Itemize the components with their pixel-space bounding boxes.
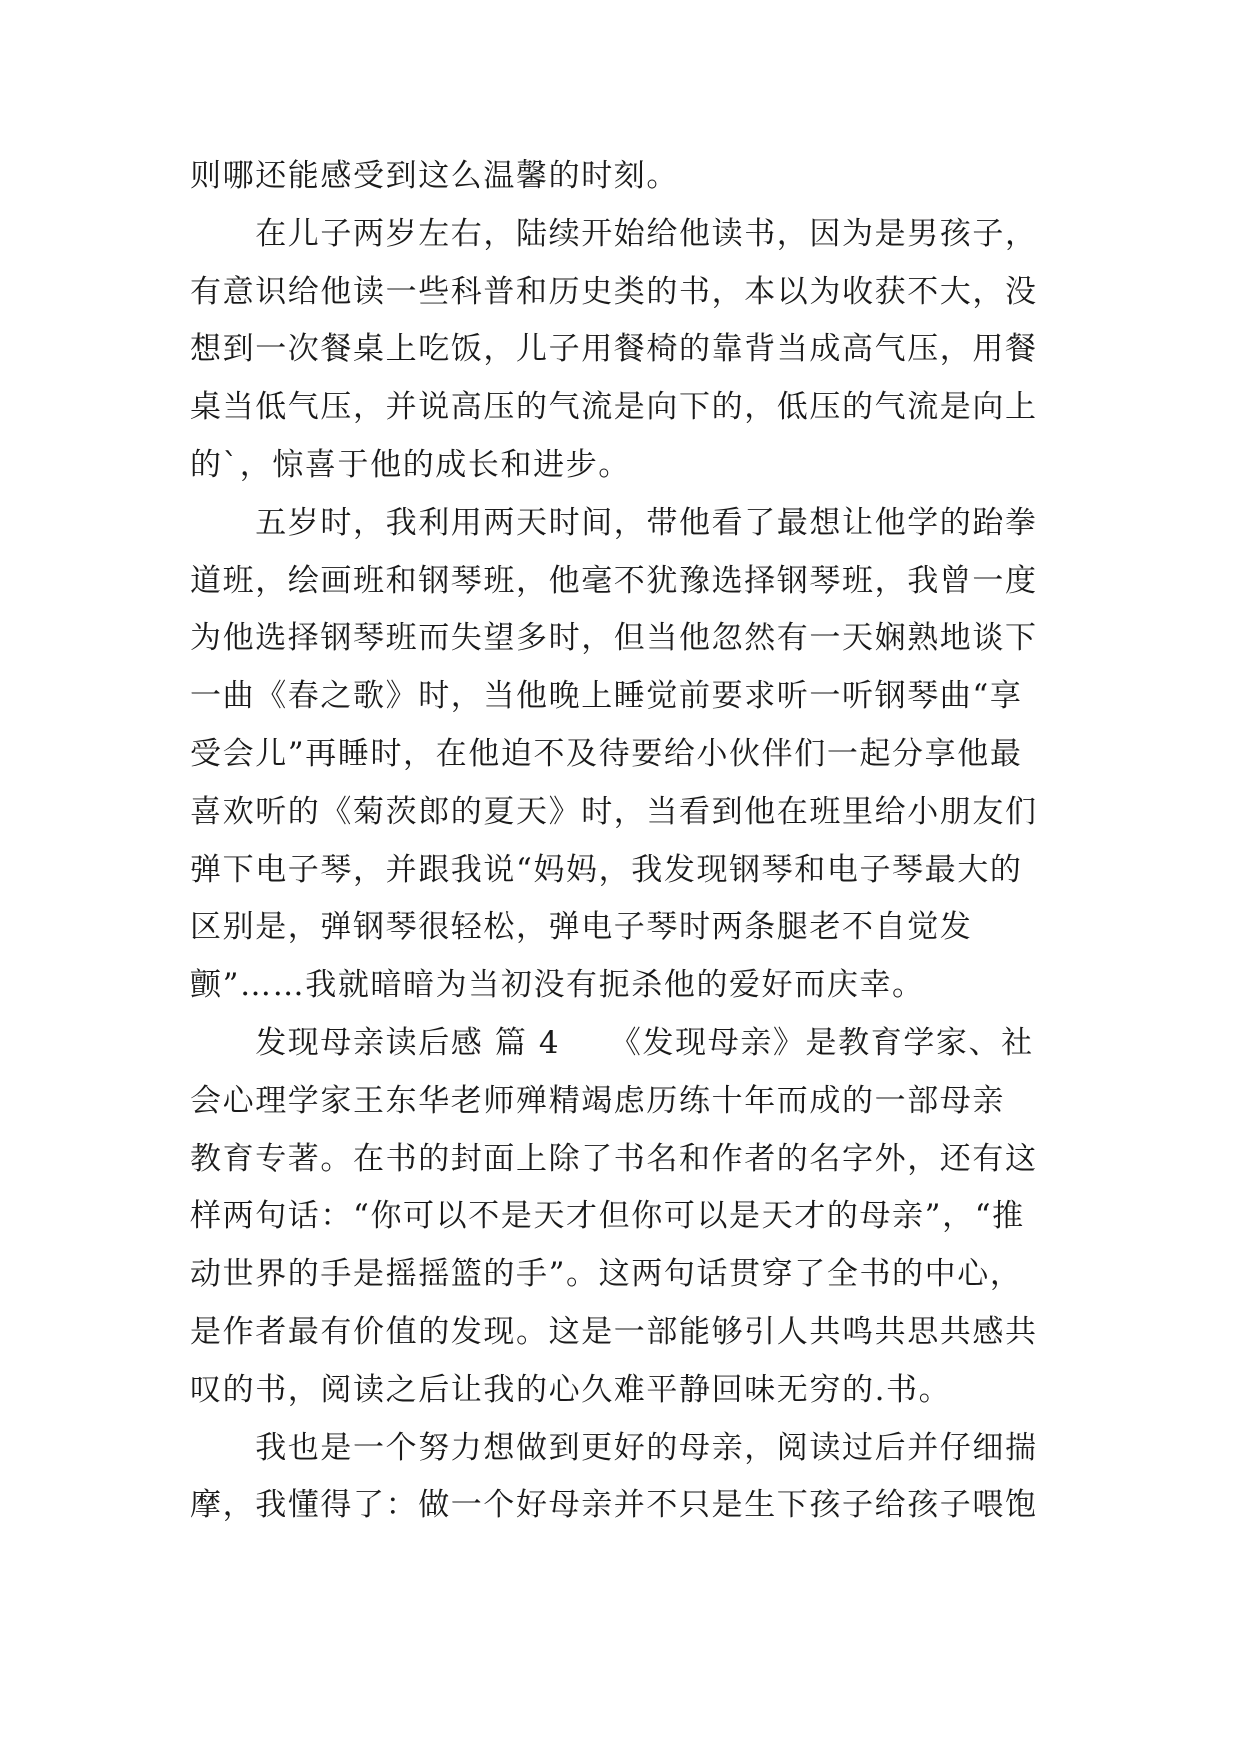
text-line: 五岁时，我利用两天时间，带他看了最想让他学的跆拳 <box>190 504 1038 541</box>
body-text <box>190 148 1050 1535</box>
text-line: 有意识给他读一些科普和历史类的书，本以为收获不大，没 <box>190 273 1038 310</box>
text-line: 一曲《春之歌》时，当他晚上睡觉前要求听一听钢琴曲“享 <box>190 678 1023 715</box>
text-line: 弹下电子琴，并跟我说“妈妈，我发现钢琴和电子琴最大的 <box>190 851 1023 888</box>
text-line: 在儿子两岁左右，陆续开始给他读书，因为是男孩子， <box>190 215 1038 252</box>
text-line: 会心理学家王东华老师殚精竭虑历练十年而成的一部母亲 <box>190 1082 1005 1119</box>
text-line: 我也是一个努力想做到更好的母亲，阅读过后并仔细揣 <box>190 1429 1038 1466</box>
text-line: 为他选择钢琴班而失望多时，但当他忽然有一天娴熟地谈下 <box>190 620 1038 657</box>
text-line: 则哪还能感受到这么温馨的时刻。 <box>190 158 679 194</box>
text-line: 区别是，弹钢琴很轻松，弹电子琴时两条腿老不自觉发 <box>190 909 973 946</box>
text-line: 摩，我懂得了：做一个好母亲并不只是生下孩子给孩子喂饱 <box>190 1487 1038 1524</box>
text-line: 桌当低气压，并说高压的气流是向下的，低压的气流是向上 <box>190 389 1038 426</box>
text-line: 是作者最有价值的发现。这是一部能够引人共鸣共思共感共 <box>190 1313 1038 1350</box>
text-line: 叹的书，阅读之后让我的心久难平静回味无穷的.书。 <box>190 1371 952 1408</box>
text-line: 样两句话：“你可以不是天才但你可以是天才的母亲”，“推 <box>190 1198 1025 1235</box>
text-line: 教育专著。在书的封面上除了书名和作者的名字外，还有这 <box>190 1140 1038 1177</box>
text-line: 喜欢听的《菊茨郎的夏天》时，当看到他在班里给小朋友们 <box>190 793 1038 830</box>
text-line: 动世界的手是摇摇篮的手”。这两句话贯穿了全书的中心， <box>190 1256 1023 1293</box>
text-line: 的`，惊喜于他的成长和进步。 <box>190 446 631 483</box>
text-line: 发现母亲读后感 篇 4 《发现母亲》是教育学家、社 <box>190 1024 1034 1061</box>
text-line: 受会儿”再睡时，在他迫不及待要给小伙伴们一起分享他最 <box>190 735 1023 772</box>
text-line: 道班，绘画班和钢琴班，他毫不犹豫选择钢琴班，我曾一度 <box>190 562 1038 599</box>
text-line: 颤”……我就暗暗为当初没有扼杀他的爱好而庆幸。 <box>190 967 925 1004</box>
text-line: 想到一次餐桌上吃饭，儿子用餐椅的靠背当成高气压，用餐 <box>190 331 1038 368</box>
